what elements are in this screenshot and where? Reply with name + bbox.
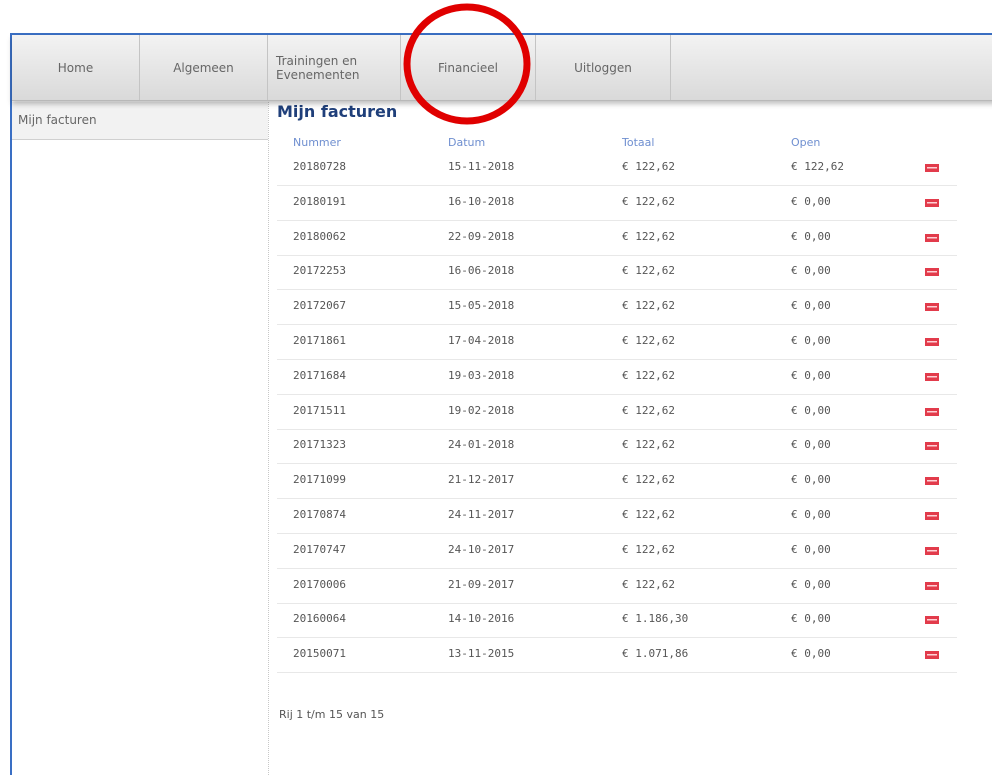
- pdf-icon[interactable]: [925, 511, 939, 521]
- table-row: [277, 151, 957, 186]
- cell-nummer: 20171511: [293, 403, 346, 417]
- nav-uitloggen[interactable]: [536, 35, 671, 100]
- page-title: Mijn facturen: [277, 102, 398, 121]
- nav-financieel-label: Financieel: [438, 60, 498, 75]
- table-row: [277, 395, 957, 430]
- cell-totaal: € 122,62: [622, 160, 675, 173]
- cell-nummer: 20170874: [293, 508, 346, 521]
- table-row: [277, 186, 957, 221]
- nav-trainingen[interactable]: [268, 35, 401, 100]
- cell-datum: 17-04-2018: [448, 334, 515, 347]
- cell-nummer: 20180191: [293, 194, 346, 208]
- cell-nummer: 20180728: [293, 160, 346, 173]
- cell-nummer: 20171861: [293, 334, 346, 347]
- nav-uitloggen-label: Uitloggen: [574, 60, 632, 75]
- cell-open: € 0,00: [791, 647, 831, 661]
- cell-datum: 14-10-2016: [448, 612, 515, 626]
- nav-financieel[interactable]: [401, 35, 536, 100]
- cell-open: € 0,00: [791, 612, 831, 626]
- pdf-icon[interactable]: [925, 441, 939, 451]
- cell-nummer: 20170747: [293, 542, 346, 556]
- cell-datum: 16-06-2018: [448, 264, 515, 278]
- pdf-icon[interactable]: [925, 337, 939, 347]
- cell-datum: 22-09-2018: [448, 229, 515, 243]
- cell-nummer: 20171099: [293, 473, 346, 487]
- table-row: [277, 534, 957, 569]
- cell-datum: 24-10-2017: [448, 542, 515, 556]
- cell-totaal: € 122,62: [622, 542, 675, 556]
- cell-totaal: € 122,62: [622, 403, 675, 417]
- cell-totaal: € 122,62: [622, 334, 675, 347]
- pagination-info: Rij 1 t/m 15 van 15: [279, 708, 385, 721]
- cell-datum: 15-11-2018: [448, 160, 515, 173]
- pdf-icon[interactable]: [925, 407, 939, 417]
- cell-totaal: € 122,62: [622, 194, 675, 208]
- cell-totaal: € 122,62: [622, 577, 675, 591]
- column-header-datum[interactable]: Datum: [448, 136, 486, 149]
- pdf-icon[interactable]: [925, 650, 939, 660]
- table-row: [277, 325, 957, 360]
- sidebar: [12, 102, 269, 775]
- pdf-icon[interactable]: [925, 163, 939, 173]
- pdf-icon[interactable]: [925, 546, 939, 556]
- cell-datum: 13-11-2015: [448, 647, 515, 661]
- cell-open: € 0,00: [791, 473, 831, 487]
- cell-open: € 0,00: [791, 334, 831, 347]
- pdf-icon[interactable]: [925, 302, 939, 312]
- table-row: [277, 221, 957, 256]
- table-row: [277, 290, 957, 325]
- table-row: [277, 569, 957, 604]
- pdf-icon[interactable]: [925, 372, 939, 382]
- cell-totaal: € 122,62: [622, 438, 675, 452]
- cell-open: € 0,00: [791, 229, 831, 243]
- table-row: [277, 255, 957, 290]
- cell-open: € 0,00: [791, 368, 831, 382]
- cell-datum: 21-12-2017: [448, 473, 515, 487]
- cell-nummer: 20171323: [293, 438, 346, 452]
- cell-open: € 0,00: [791, 194, 831, 208]
- cell-datum: 21-09-2017: [448, 577, 515, 591]
- cell-datum: 19-03-2018: [448, 368, 515, 382]
- cell-totaal: € 122,62: [622, 368, 675, 382]
- cell-nummer: 20170006: [293, 577, 346, 591]
- pdf-icon[interactable]: [925, 267, 939, 277]
- cell-totaal: € 122,62: [622, 229, 675, 243]
- nav-algemeen[interactable]: [140, 35, 268, 100]
- pdf-icon[interactable]: [925, 581, 939, 591]
- top-navigation: [12, 35, 992, 101]
- cell-open: € 0,00: [791, 542, 831, 556]
- nav-algemeen-label: Algemeen: [173, 60, 234, 75]
- cell-totaal: € 122,62: [622, 473, 675, 487]
- column-header-totaal[interactable]: Totaal: [622, 136, 655, 149]
- pdf-icon[interactable]: [925, 615, 939, 625]
- table-row: [277, 429, 957, 464]
- cell-datum: 16-10-2018: [448, 194, 515, 208]
- cell-nummer: 20180062: [293, 229, 346, 243]
- cell-totaal: € 1.186,30: [622, 612, 689, 626]
- column-header-nummer[interactable]: Nummer: [293, 136, 341, 149]
- sidebar-item-mijn-facturen[interactable]: [12, 102, 268, 140]
- cell-nummer: 20160064: [293, 612, 346, 626]
- nav-home[interactable]: [12, 35, 140, 100]
- cell-totaal: € 122,62: [622, 508, 675, 521]
- cell-datum: 15-05-2018: [448, 299, 515, 313]
- cell-datum: 19-02-2018: [448, 403, 515, 417]
- cell-datum: 24-11-2017: [448, 508, 515, 521]
- cell-open: € 0,00: [791, 438, 831, 452]
- nav-trainingen-label: Trainingen en Evenementen: [276, 53, 360, 82]
- cell-datum: 24-01-2018: [448, 438, 515, 452]
- column-header-open[interactable]: Open: [791, 136, 821, 149]
- table-row: [277, 603, 957, 638]
- cell-totaal: € 1.071,86: [622, 647, 689, 661]
- cell-open: € 122,62: [791, 160, 844, 173]
- nav-home-label: Home: [57, 60, 94, 75]
- table-row: [277, 360, 957, 395]
- cell-open: € 0,00: [791, 299, 831, 313]
- cell-nummer: 20171684: [293, 368, 346, 382]
- cell-nummer: 20172253: [293, 264, 346, 278]
- cell-open: € 0,00: [791, 577, 831, 591]
- cell-nummer: 20150071: [293, 647, 346, 661]
- pdf-icon[interactable]: [925, 476, 939, 486]
- cell-open: € 0,00: [791, 508, 831, 521]
- pdf-icon[interactable]: [925, 233, 939, 243]
- cell-totaal: € 122,62: [622, 264, 675, 278]
- table-row: [277, 464, 957, 499]
- table-row: [277, 638, 957, 673]
- cell-nummer: 20172067: [293, 299, 346, 313]
- sidebar-item-label: Mijn facturen: [18, 113, 97, 127]
- cell-open: € 0,00: [791, 264, 831, 278]
- table-row: [277, 499, 957, 534]
- cell-totaal: € 122,62: [622, 299, 675, 313]
- pdf-icon[interactable]: [925, 198, 939, 208]
- cell-open: € 0,00: [791, 403, 831, 417]
